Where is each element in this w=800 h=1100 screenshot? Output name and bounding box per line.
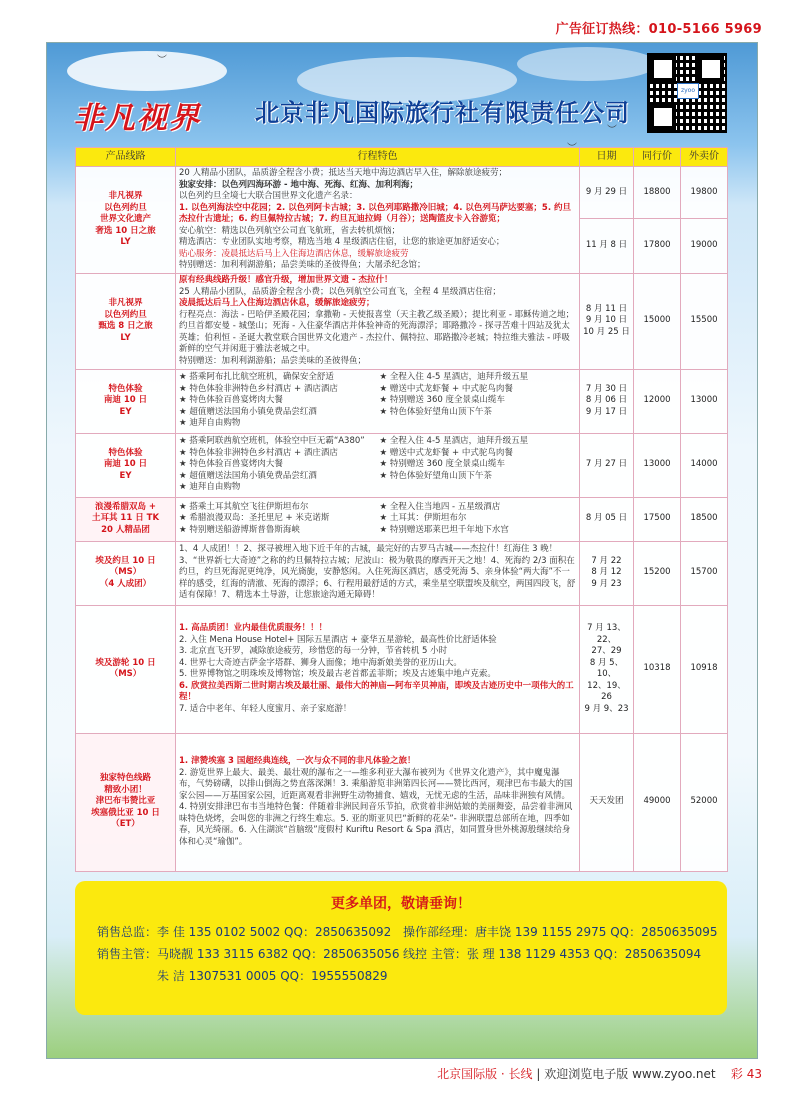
feature-bullet	[380, 502, 577, 514]
bullet-text: 赠送中式龙虾餐 + 中式驼鸟肉餐	[389, 447, 513, 458]
feature-bullet	[380, 513, 577, 525]
bullet-text: 特色体验非洲特色乡村酒店 + 酒店酒店	[189, 383, 338, 394]
feature-line: 原有经典线路升级！感官升级，增加世界文遗 - 杰拉什！	[179, 275, 393, 285]
star-icon: ★	[179, 513, 190, 524]
route-features	[176, 433, 580, 497]
feature-line: 特别赠送：加利利湖游船；品尝美味的圣彼得鱼；大屠杀纪念馆；	[179, 260, 426, 270]
feature-bullet	[179, 407, 376, 419]
company-name: 北京非凡国际旅行社有限责任公司	[255, 99, 630, 127]
peer-price: 15200	[634, 541, 681, 605]
contact-line: 线控 主管：张 理 138 1129 4353 QQ：2850635094	[403, 947, 702, 961]
bullet-text: 特别赠送 360 度全景桌山缆车	[389, 459, 505, 470]
feature-line: 凌晨抵达后马上入住海边酒店休息，缓解旅途疲劳；	[179, 298, 375, 308]
peer-price: 49000	[634, 733, 681, 871]
route-line: （ET）	[111, 819, 140, 830]
sale-price: 52000	[681, 733, 728, 871]
route-line: LY	[120, 332, 131, 343]
star-icon: ★	[179, 524, 190, 535]
page-frame	[46, 42, 758, 1059]
departure-date: 11 月 8 日	[580, 219, 634, 273]
peer-price: 17800	[634, 219, 681, 273]
star-icon: ★	[179, 501, 190, 512]
route-name	[76, 273, 176, 369]
route-line: 非凡视界	[108, 298, 143, 308]
feature-line: 贴心服务：凌晨抵达后马上入住海边酒店休息，缓解旅途疲劳	[179, 248, 409, 259]
feature-line: 2. 游览世界上最大、最美、最壮观的瀑布之一—维多利亚大瀑布被列为《世界文化遗产》，其中魔鬼瀑布，气势磅礴，以排山倒海之势直落深渊！3. 乘船游览非洲第四长河——赞比西河，观津巴布韦最大的国家公园——万基国家公园，近距离观看非洲野生动物捕食、嬉戏，无忧无虑的生活，品味非洲独有风情。4. 特别安排津巴布韦当地特色餐：伴随着非洲民间音乐节拍，欣赏着非洲姑娘的美丽舞姿，品尝着非洲风味特色烧烤，会叫您的非洲之行终生难忘。5. 亚的斯亚贝巴“新鲜的花朵”- 非洲联盟总部所在地，四季如春，风光绮丽。6. 入住湖滨“首脑级”度假村 Kuriftu Resort & Spa 酒店，如同置身世外桃源般继续给身体和心灵“瑜伽”。	[179, 767, 573, 847]
bird-icon: ︶	[157, 55, 167, 66]
table-row	[76, 733, 728, 871]
star-icon: ★	[179, 406, 190, 417]
bullet-text: 全程入住 4-5 星酒店，迪拜升级五星	[389, 372, 529, 383]
route-line: （4 人成团）	[99, 578, 152, 589]
bullet-text: 特别赠送 360 度全景桌山缆车	[389, 395, 505, 406]
route-features	[176, 541, 580, 605]
feature-line: 7. 适合中老年、年轻人度蜜月、亲子家庭游！	[179, 703, 352, 714]
route-line: 以色列约旦	[104, 202, 147, 213]
table-row	[76, 167, 728, 219]
route-features	[176, 605, 580, 733]
feature-bullet	[380, 418, 577, 430]
feature-line: 独家安排：以色列四海环游 - 地中海、死海、红海、加利利海；	[179, 179, 418, 190]
bullet-text: 搭乘阿联酋航空班机，体验空中巨无霸“A380”	[189, 436, 365, 447]
departure-date: 9 月 29 日	[580, 167, 634, 219]
route-line: 20 人精品团	[101, 524, 150, 535]
route-name	[76, 605, 176, 733]
header-sale-price: 外卖价	[681, 148, 728, 167]
feature-line: 安心航空：精选以色列航空公司直飞航班，省去转机烦恼；	[179, 225, 401, 236]
peer-price: 18800	[634, 167, 681, 219]
feature-line: 1、4 人成团！！2、探寻被埋入地下近千年的古城，最完好的古罗马古城——杰拉什！红海住 3 晚！3、“世界新七大奇迹”之称的约旦佩特拉古城；尼波山：极为敬畏的摩西开天之地！4、死海约 2/3 面积在约旦，约旦死海泥更纯净，风光旖旎，安静悠闲。入住死海区酒店，感受死海 5、亲身体验“两大海”不一样的感受，红海的清澈、死海的漂浮；6、行程用最舒适的方式，乘坐星空联盟埃及航空，两国四段飞，舒适有保障！7、精选本土导游，让您旅途沟通无障碍！	[179, 544, 576, 601]
contact-line: 朱 洁 1307531 0005 QQ：1955550829	[157, 969, 388, 983]
page-footer: 北京国际版 · 长线 | 欢迎浏览电子版 www.zyoo.net 彩 43	[437, 1067, 762, 1081]
feature-bullet	[380, 395, 577, 407]
departure-date: 7 月 13、22、 27、29 8 月 5、10、 12、19、 26 9 月 9、23	[580, 605, 634, 733]
route-line: 奢选 10 日之旅	[95, 225, 156, 236]
sale-price: 14000	[681, 433, 728, 497]
star-icon: ★	[379, 524, 390, 535]
bird-icon: ︶	[607, 125, 617, 136]
product-table	[75, 147, 728, 872]
star-icon: ★	[179, 482, 190, 493]
route-features	[176, 167, 580, 274]
feature-bullet	[380, 471, 577, 483]
route-features	[176, 497, 580, 541]
star-icon: ★	[379, 459, 390, 470]
bullet-text: 特别赠送耶莱巴坦千年地下水宫	[389, 524, 509, 535]
departure-date: 7 月 27 日	[580, 433, 634, 497]
route-line: 独家特色线路	[99, 773, 151, 784]
bullet-text: 特色体验百兽宴烤肉大餐	[189, 459, 283, 470]
feature-line: 2. 入住 Mena House Hotel+ 国际五星酒店 + 豪华五星游轮，最高性价比舒适体验	[179, 634, 497, 645]
feature-bullet	[179, 502, 376, 514]
route-line: 甄选 8 日之旅	[98, 321, 153, 331]
feature-bullet	[380, 482, 577, 494]
peer-price: 17500	[634, 497, 681, 541]
feature-line: 3. 北京直飞开罗，减除旅途疲劳，珍惜您的每一分钟，节省转机 5 小时	[179, 646, 448, 656]
feature-bullet	[380, 384, 577, 396]
feature-line: 1. 以色列海法空中花园；2. 以色列阿卡古城；3. 以色列耶路撒冷旧城；4. 以色列马萨达要塞；5. 约旦杰拉什古遗址；6. 约旦佩特拉古城；7. 约旦瓦迪拉姆（月谷）；送陶篮皮卡入谷游览；	[179, 202, 572, 224]
bullet-text: 特色体验好望角山顶下午茶	[389, 470, 492, 481]
route-name	[76, 541, 176, 605]
bullet-text: 希腊浪漫双岛：圣托里尼 + 米克诺斯	[189, 513, 330, 524]
feature-bullet	[380, 372, 577, 384]
feature-bullet	[179, 436, 376, 448]
route-name	[76, 733, 176, 871]
feature-line: 5. 世界博物馆之明珠埃及博物馆；埃及最古老首都孟菲斯；埃及古迹集中地卢克索。	[179, 669, 496, 679]
route-line: 南迪 10 日	[103, 395, 148, 406]
star-icon: ★	[379, 513, 390, 524]
star-icon: ★	[379, 383, 390, 394]
table-row	[76, 605, 728, 733]
route-line: 埃塞俄比亚 10 日	[91, 807, 160, 818]
route-features	[176, 369, 580, 433]
footer-page-number: 彩 43	[730, 1067, 762, 1081]
star-icon: ★	[179, 447, 190, 458]
star-icon: ★	[379, 447, 390, 458]
star-icon: ★	[379, 436, 390, 447]
feature-line: 4. 世界七大奇迹吉萨金字塔群、狮身人面像；地中海新娘美誉的亚历山大。	[179, 657, 462, 668]
departure-date: 天天发团	[580, 733, 634, 871]
route-name	[76, 433, 176, 497]
star-icon: ★	[379, 395, 390, 406]
feature-bullet	[179, 418, 376, 430]
footer-website[interactable]: 欢迎浏览电子版 www.zyoo.net	[544, 1067, 716, 1081]
feature-bullet	[179, 384, 376, 396]
sale-price: 19800	[681, 167, 728, 219]
bullet-text: 迪拜自由购物	[189, 482, 241, 493]
header-date: 日期	[580, 148, 634, 167]
sale-price: 19000	[681, 219, 728, 273]
route-features	[176, 733, 580, 871]
feature-bullet	[380, 436, 577, 448]
route-line: 特色体验	[108, 447, 143, 458]
star-icon: ★	[179, 372, 190, 383]
feature-line: 以色列约旦全境七大联合国世界文化遗产名录：	[179, 191, 358, 201]
feature-bullet	[380, 448, 577, 460]
contact-title: 更多单团，敬请垂询！	[331, 896, 471, 912]
feature-bullet	[380, 407, 577, 419]
departure-date: 8 月 11 日 9 月 10 日 10 月 25 日	[580, 273, 634, 369]
contact-line: 操作部经理：唐丰饶 139 1155 2975 QQ：2850635095	[403, 925, 718, 939]
route-name	[76, 167, 176, 274]
star-icon: ★	[179, 470, 190, 481]
header-route: 产品线路	[76, 148, 176, 167]
bullet-text: 特别赠送船游博斯普鲁斯海峡	[189, 524, 300, 535]
qr-code-icon[interactable]: zyoo	[647, 53, 727, 133]
contact-panel	[75, 881, 727, 1015]
ad-hotline: 广告征订热线：010-5166 5969	[555, 22, 762, 37]
star-icon: ★	[379, 501, 390, 512]
star-icon: ★	[179, 383, 190, 394]
route-line: 精致小团！	[104, 784, 147, 795]
bullet-text: 超值赠送法国角小镇免费品尝红酒	[189, 470, 317, 481]
route-name	[76, 497, 176, 541]
route-line: EY	[119, 470, 132, 481]
star-icon: ★	[379, 406, 390, 417]
route-features	[176, 273, 580, 369]
route-line: 以色列约旦	[104, 309, 147, 320]
table-row	[76, 369, 728, 433]
feature-bullet	[380, 459, 577, 471]
feature-bullet	[179, 448, 376, 460]
route-line: （MS）	[109, 669, 142, 679]
feature-line: 1. 高品质团！业内最佳优质服务！！！	[179, 623, 328, 633]
feature-bullet	[179, 395, 376, 407]
route-line: LY	[120, 237, 131, 247]
bullet-text: 迪拜自由购物	[189, 418, 241, 429]
sale-price: 15700	[681, 541, 728, 605]
sale-price: 18500	[681, 497, 728, 541]
departure-date: 8 月 05 日	[580, 497, 634, 541]
route-line: 世界文化遗产	[99, 214, 151, 224]
route-line: 特色体验	[108, 383, 143, 394]
footer-edition: 北京国际版 · 长线	[437, 1067, 533, 1081]
table-row	[76, 273, 728, 369]
table-row	[76, 433, 728, 497]
bullet-text: 赠送中式龙虾餐 + 中式驼鸟肉餐	[389, 383, 513, 394]
feature-bullet	[179, 482, 376, 494]
header-peer-price: 同行价	[634, 148, 681, 167]
route-line: 津巴布韦赞比亚	[95, 796, 156, 807]
star-icon: ★	[379, 372, 390, 383]
route-name	[76, 369, 176, 433]
feature-line: 特别赠送：加利利湖游船；品尝美味的圣彼得鱼；	[179, 355, 367, 366]
header-features: 行程特色	[176, 148, 580, 167]
departure-date: 7 月 30 日 8 月 06 日 9 月 17 日	[580, 369, 634, 433]
route-line: EY	[119, 406, 132, 417]
bullet-text: 特色体验好望角山顶下午茶	[389, 406, 492, 417]
sale-price: 10918	[681, 605, 728, 733]
feature-line: 行程亮点：海法 - 巴哈伊圣殿花园；拿撒勒 - 天使报喜堂（天主教乙级圣殿）；提比利亚 - 耶稣传道之地；约旦首都安曼 - 城堡山；死海 - 入住豪华酒店并体验神奇的死海漂浮；耶路撒冷 - 探寻苦难十四站及犹太英雄；伯利恒 - 圣诞大教堂联合国世界文化遗产 - 杰拉什、佩特拉、耶路撒冷老城；特拉维夫雅法 - 呼吸新鲜的空气并闲逛于雅法老城之中。	[179, 309, 575, 354]
feature-bullet	[179, 525, 376, 537]
contact-line: 销售主管：马晓靓 133 3115 6382 QQ：2850635056	[97, 947, 400, 961]
feature-bullet	[179, 471, 376, 483]
bullet-text: 搭乘阿布扎比航空班机，确保安全舒适	[189, 372, 334, 383]
peer-price: 15000	[634, 273, 681, 369]
bullet-text: 全程入住当地四 - 五星级酒店	[389, 501, 501, 512]
table-header-row	[76, 148, 728, 167]
star-icon: ★	[179, 395, 190, 406]
peer-price: 12000	[634, 369, 681, 433]
feature-line: 1. 津赞埃塞 3 国超经典连线，一次与众不同的非凡体验之旅！	[179, 756, 416, 766]
feature-bullet	[179, 513, 376, 525]
route-line: 埃及游轮 10 日	[95, 657, 156, 668]
bullet-text: 全程入住 4-5 星酒店，迪拜升级五星	[389, 436, 529, 447]
feature-bullet	[380, 525, 577, 537]
star-icon: ★	[379, 470, 390, 481]
table-row	[76, 497, 728, 541]
contact-line: 销售总监：李 佳 135 0102 5002 QQ：2850635092	[97, 925, 392, 939]
route-line: （MS）	[109, 567, 142, 578]
brand-logo: 非凡视界	[73, 101, 201, 136]
table-row	[76, 541, 728, 605]
feature-line: 6. 欣赏拉美西斯二世时期古埃及最壮丽、最伟大的神庙—阿布辛贝神庙，即埃及古迹历史中一项伟大的工程！	[179, 680, 574, 702]
route-line: 浪漫希腊双岛 +	[94, 501, 157, 512]
bullet-text: 特色体验非洲特色乡村酒店 + 酒庄酒店	[189, 447, 338, 458]
feature-line: 20 人精品小团队，品质游全程含小费；抵达当天地中海边酒店早入住，解除旅途疲劳；	[179, 168, 508, 178]
route-line: 埃及约旦 10 日	[95, 555, 156, 566]
sale-price: 13000	[681, 369, 728, 433]
star-icon: ★	[179, 436, 190, 447]
sale-price: 15500	[681, 273, 728, 369]
bullet-text: 特色体验百兽宴烤肉大餐	[189, 395, 283, 406]
feature-bullet	[179, 372, 376, 384]
bullet-text: 搭乘土耳其航空飞往伊斯坦布尔	[189, 501, 309, 512]
departure-date: 7 月 22 8 月 12 9 月 23	[580, 541, 634, 605]
bullet-text: 超值赠送法国角小镇免费品尝红酒	[189, 406, 317, 417]
peer-price: 10318	[634, 605, 681, 733]
route-line: 非凡视界	[108, 191, 143, 201]
star-icon: ★	[179, 418, 190, 429]
star-icon: ★	[179, 459, 190, 470]
feature-line: 25 人精品小团队，品质游全程含小费；以色列航空公司直飞，全程 4 星级酒店住宿；	[179, 286, 501, 297]
route-line: 南迪 10 日	[103, 459, 148, 470]
feature-bullet	[179, 459, 376, 471]
bullet-text: 土耳其：伊斯坦布尔	[389, 513, 467, 524]
peer-price: 13000	[634, 433, 681, 497]
route-line: 土耳其 11 日 TK	[91, 513, 160, 524]
feature-line: 精选酒店：专业团队实地考察，精选当地 4 星级酒店住宿，让您的旅途更加舒适安心；	[179, 237, 505, 247]
